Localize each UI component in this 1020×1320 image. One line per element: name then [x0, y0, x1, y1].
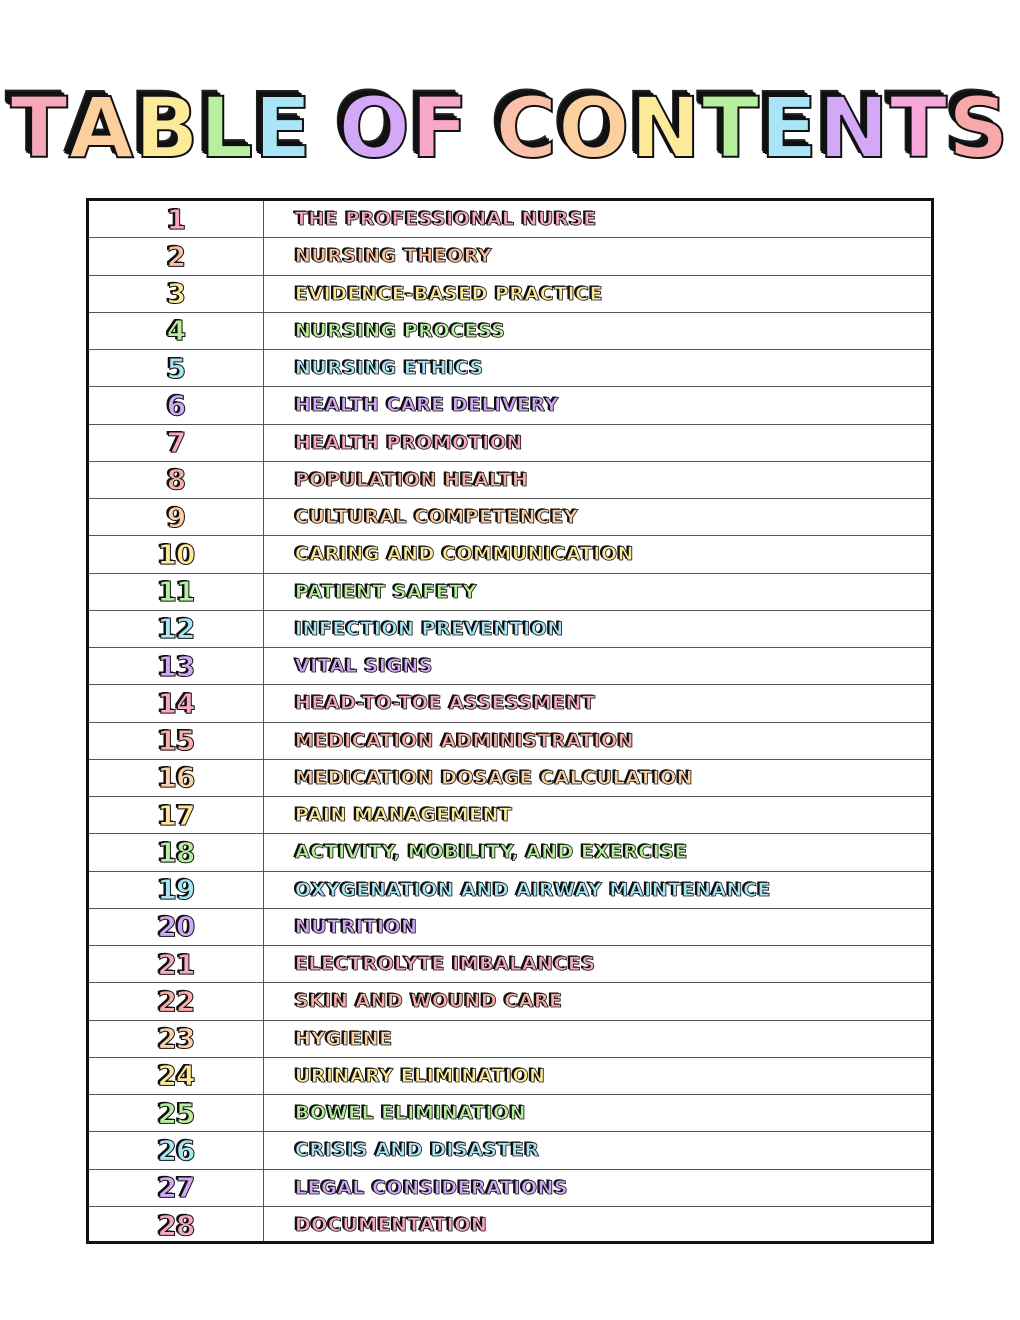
toc-row — [89, 574, 931, 611]
chapter-number: 19 — [157, 873, 195, 907]
chapter-number: 8 — [166, 463, 186, 497]
toc-row — [89, 909, 931, 946]
chapter-title: HEAD-TO-TOE ASSESSMENT — [295, 692, 596, 715]
title-letter: O — [338, 79, 412, 177]
chapter-number: 3 — [166, 277, 186, 311]
chapter-title: VITAL SIGNS — [295, 655, 434, 678]
chapter-number: 18 — [157, 835, 195, 869]
chapter-number: 13 — [157, 649, 195, 683]
chapter-number: 5 — [166, 351, 186, 385]
toc-row — [89, 1095, 931, 1132]
title-letter: C — [495, 79, 559, 177]
chapter-number: 15 — [157, 724, 195, 758]
chapter-title: NUTRITION — [295, 915, 418, 938]
chapter-title: HYGIENE — [295, 1027, 393, 1050]
chapter-title: INFECTION PREVENTION — [295, 617, 564, 640]
chapter-number: 7 — [166, 426, 186, 460]
chapter-number: 21 — [157, 947, 195, 981]
chapter-number: 1 — [166, 202, 186, 236]
title-letter: F — [411, 79, 470, 177]
title-letter: T — [701, 79, 761, 177]
toc-row — [89, 536, 931, 573]
title-letter: T — [10, 79, 69, 177]
chapter-number: 22 — [157, 984, 195, 1018]
chapter-title: MEDICATION ADMINISTRATION — [295, 729, 635, 752]
toc-row — [89, 425, 931, 462]
chapter-title: CRISIS AND DISASTER — [295, 1139, 540, 1162]
toc-row — [89, 648, 931, 685]
chapter-title: OXYGENATION AND AIRWAY MAINTENANCE — [295, 878, 771, 901]
chapter-title: NURSING THEORY — [295, 245, 493, 268]
chapter-number: 2 — [166, 239, 186, 273]
toc-row — [89, 983, 931, 1020]
page-title — [0, 78, 1020, 178]
chapter-number: 6 — [166, 388, 186, 422]
chapter-title: BOWEL ELIMINATION — [295, 1102, 527, 1125]
toc-row — [89, 760, 931, 797]
toc-row — [89, 1058, 931, 1095]
toc-row — [89, 387, 931, 424]
toc-row — [89, 834, 931, 871]
chapter-title: CARING AND COMMUNICATION — [295, 543, 635, 566]
toc-row — [89, 1021, 931, 1058]
table-of-contents — [86, 198, 934, 1244]
title-letter: N — [630, 79, 702, 177]
toc-row — [89, 723, 931, 760]
toc-row — [89, 872, 931, 909]
chapter-title: HEALTH PROMOTION — [295, 431, 523, 454]
chapter-title: SKIN AND WOUND CARE — [295, 990, 563, 1013]
chapter-title: HEALTH CARE DELIVERY — [295, 394, 559, 417]
toc-row — [89, 1207, 931, 1244]
chapter-title: PAIN MANAGEMENT — [295, 804, 513, 827]
chapter-title: POPULATION HEALTH — [295, 468, 529, 491]
chapter-number: 24 — [157, 1059, 195, 1093]
chapter-title: MEDICATION DOSAGE CALCULATION — [295, 766, 694, 789]
chapter-title: EVIDENCE-BASED PRACTICE — [295, 282, 604, 305]
chapter-number: 20 — [157, 910, 195, 944]
chapter-number: 28 — [157, 1208, 195, 1242]
chapter-title: THE PROFESSIONAL NURSE — [295, 208, 597, 231]
chapter-number: 25 — [157, 1096, 195, 1130]
title-letter: L — [199, 79, 255, 177]
title-letter: E — [254, 79, 313, 177]
toc-row — [89, 499, 931, 536]
chapter-number: 14 — [157, 686, 195, 720]
chapter-number: 27 — [157, 1171, 195, 1205]
title-letter: O — [558, 79, 631, 177]
toc-row — [89, 1170, 931, 1207]
chapter-number: 9 — [166, 500, 186, 534]
chapter-number: 16 — [157, 761, 195, 795]
chapter-title: NURSING ETHICS — [295, 357, 484, 380]
title-letter: B — [134, 79, 200, 177]
chapter-number: 12 — [157, 612, 195, 646]
chapter-title: CULTURAL COMPETENCEY — [295, 506, 579, 529]
title-space — [469, 78, 495, 178]
toc-row — [89, 462, 931, 499]
toc-row — [89, 797, 931, 834]
chapter-title: URINARY ELIMINATION — [295, 1064, 546, 1087]
chapter-number: 26 — [157, 1133, 195, 1167]
chapter-title: PATIENT SAFETY — [295, 580, 477, 603]
chapter-title: LEGAL CONSIDERATIONS — [295, 1176, 569, 1199]
toc-row — [89, 313, 931, 350]
title-letter: S — [948, 79, 1010, 177]
chapter-number: 10 — [157, 537, 195, 571]
chapter-title: ELECTROLYTE IMBALANCES — [295, 953, 596, 976]
chapter-title: DOCUMENTATION — [295, 1214, 488, 1237]
title-letter: A — [68, 79, 135, 177]
toc-row — [89, 276, 931, 313]
toc-row — [89, 946, 931, 983]
chapter-number: 23 — [157, 1022, 195, 1056]
toc-row — [89, 685, 931, 722]
toc-row — [89, 1132, 931, 1169]
title-letter: N — [818, 79, 890, 177]
title-space — [313, 78, 339, 178]
toc-row — [89, 611, 931, 648]
toc-row — [89, 201, 931, 238]
toc-row — [89, 350, 931, 387]
title-letter: E — [760, 79, 819, 177]
chapter-number: 11 — [157, 575, 195, 609]
toc-rows — [89, 201, 931, 1244]
chapter-number: 4 — [166, 314, 186, 348]
chapter-title: NURSING PROCESS — [295, 319, 506, 342]
chapter-title: ACTIVITY, MOBILITY, AND EXERCISE — [295, 841, 688, 864]
title-letter: T — [889, 79, 949, 177]
toc-row — [89, 238, 931, 275]
chapter-number: 17 — [157, 798, 195, 832]
